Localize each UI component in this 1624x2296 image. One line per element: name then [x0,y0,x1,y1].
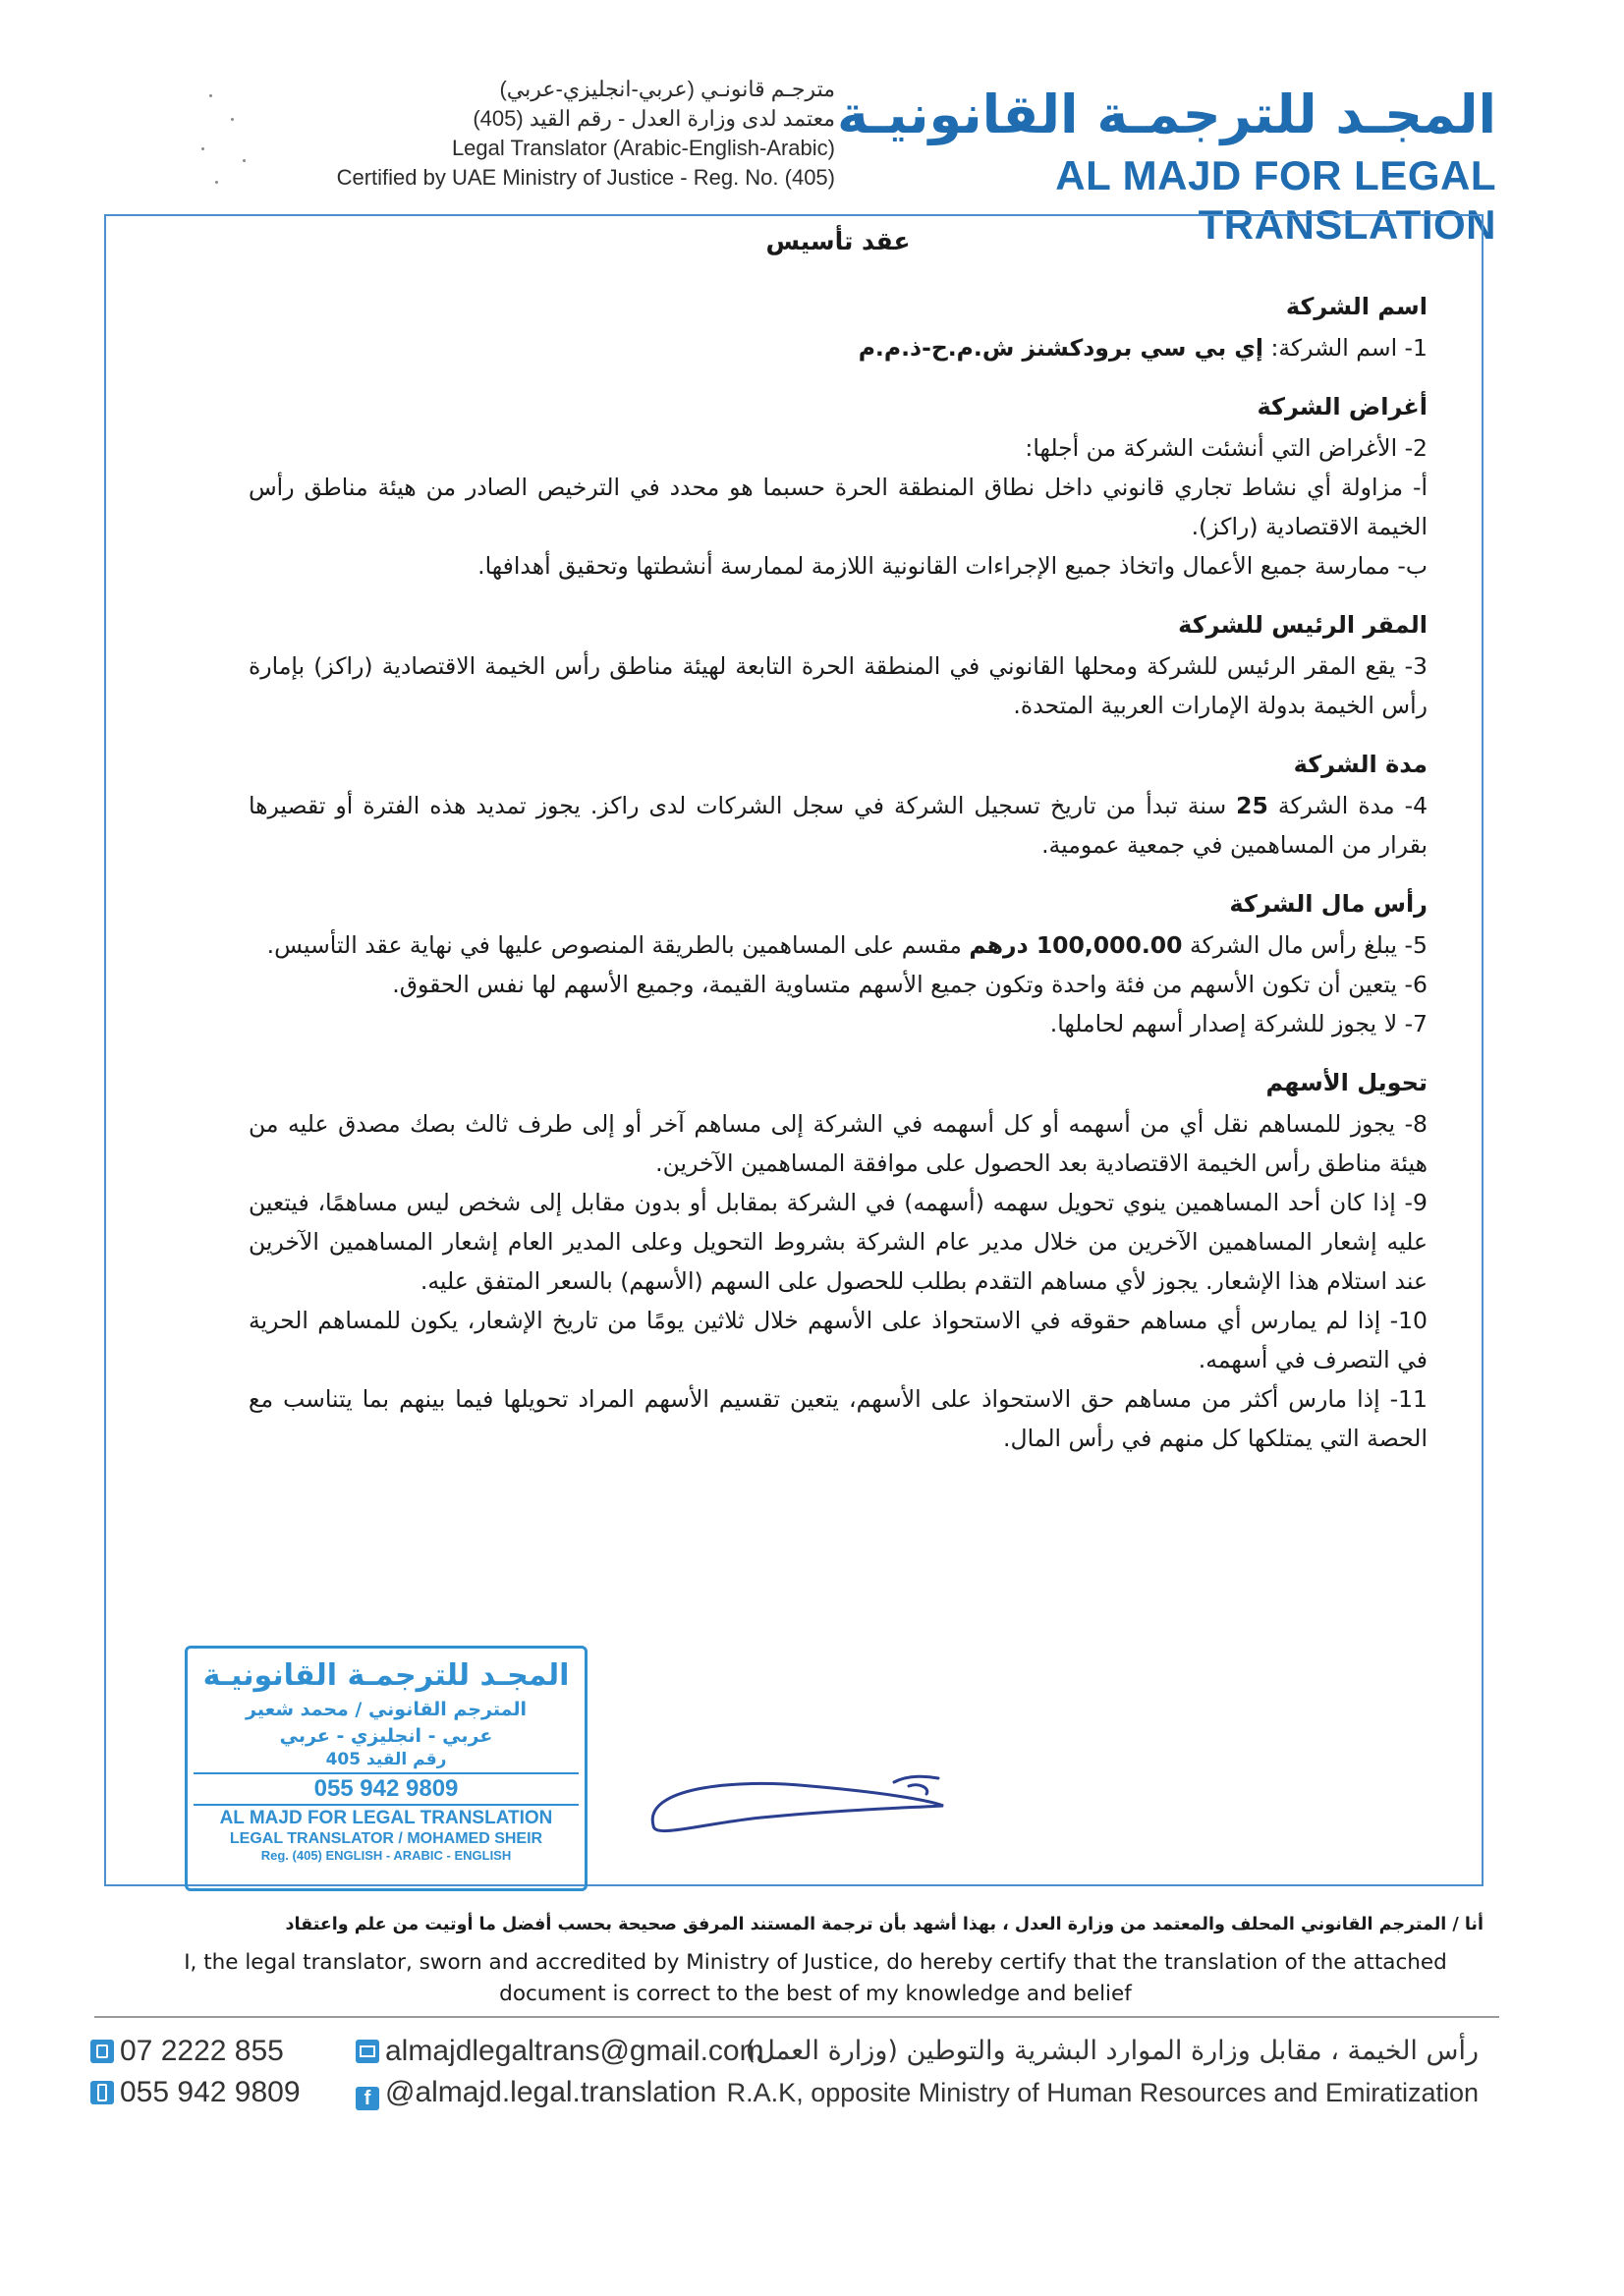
mobile-icon [90,2081,114,2104]
clause-text: 3- يقع المقر الرئيس للشركة ومحلها القانوني في المنطقة الحرة التابعة لهيئة مناطق رأس الخيمة الاقتصادية (راكز) بإمارة رأس الخيمة بدولة الإمارات العربية المتحدة. [249,652,1428,719]
facebook-contact [356,2073,716,2112]
credential-line-ar-2: معتمد لدى وزارة العدل - رقم القيد (405) [473,106,835,131]
clause-paragraph [249,646,1428,725]
official-stamp [185,1646,588,1891]
clause-text: 9- إذا كان أحد المساهمين ينوي تحويل سهمه (أسهمه) في الشركة بمقابل أو بدون مقابل إلى شخص ليس مساهمًا، فيتعين عليه إشعار المساهمين الآخرين من خلال مدير عام الشركة بشروط التحويل وعلى المدير العام إشعار المساهمين الآخرين عند استلام هذا الإشعار. يجوز لأي مساهم التقدم بطلب للحصول على السهم (الأسهم) بالسعر المتفق عليه. [249,1189,1428,1295]
clause-paragraph [249,328,1428,367]
email-address: almajdlegaltrans@gmail.com [385,2035,764,2067]
section-heading: رأس مال الشركة [1229,890,1428,918]
section-heading: المقر الرئيس للشركة [1178,611,1428,639]
clause-text: 10- إذا لم يمارس أي مساهم حقوقه في الاستحواذ على الأسهم خلال ثلاثين يومًا من تاريخ الإشعار، يكون للمساهم الحرية في التصرف في أسهمه. [249,1307,1428,1373]
clause-text: 2- الأغراض التي أنشئت الشركة من أجلها: [1025,434,1428,462]
certification-en-line-1: I, the legal translator, sworn and accredited by Ministry of Justice, do hereby certify that the translation of the attached [184,1950,1447,1975]
clause-text: سنة تبدأ من تاريخ تسجيل الشركة في سجل الشركات لدى راكز. يجوز تمديد هذه الفترة أو تقصيرها بقرار من المساهمين في جمعية عمومية. [249,792,1428,859]
clause-emphasis: 25 [1236,792,1268,819]
landline-contact [90,2032,284,2071]
clause-paragraph [249,546,1428,586]
stamp-translator-ar: المترجم القانوني / محمد شعير [246,1699,527,1720]
phone-icon [90,2040,114,2063]
clause-paragraph [249,1183,1428,1301]
clause-emphasis: 100,000.00 درهم [969,931,1183,959]
section-heading: أغراض الشركة [1257,393,1428,420]
email-icon [356,2040,379,2063]
clause-paragraph [249,1104,1428,1183]
credential-line-en-1: Legal Translator (Arabic-English-Arabic) [451,136,835,160]
brand-name-ar: المجـد للترجمـة القانونيـة [836,84,1496,145]
clause-paragraph [249,1004,1428,1043]
clause-paragraph [249,925,1428,965]
stamp-languages-ar: عربي - انجليزي - عربي [279,1725,493,1747]
clause-text: 4- مدة الشركة [1267,792,1428,819]
section-heading: مدة الشركة [1293,751,1428,778]
mobile-contact [90,2073,301,2112]
certification-en [128,1947,1503,2010]
clause-text: 5- يبلغ رأس مال الشركة [1182,931,1428,959]
translator-credentials [196,75,835,193]
clause-text: 11- إذا مارس أكثر من مساهم حق الاستحواذ على الأسهم، يتعين تقسيم الأسهم المراد تحويلها فيما بينهم بما يتناسب مع الحصة التي يمتلكها كل منهم في رأس المال. [249,1385,1428,1452]
section-heading: تحويل الأسهم [1265,1069,1428,1096]
clause-paragraph [249,1379,1428,1458]
clause-paragraph [249,965,1428,1004]
email-contact [356,2032,764,2071]
certification-en-line-2: document is correct to the best of my knowledge and belief [499,1982,1132,2006]
clause-text: 7- لا يجوز للشركة إصدار أسهم لحاملها. [1049,1010,1428,1037]
address-ar: رأس الخيمة ، مقابل وزارة الموارد البشرية والتوطين (وزارة العمل) [745,2036,1479,2066]
clause-text: 1- اسم الشركة: [1262,334,1428,362]
document-title: عقد تأسيس [765,227,911,255]
clause-text: 6- يتعين أن تكون الأسهم من فئة واحدة وتكون جميع الأسهم متساوية القيمة، وجميع الأسهم لها نفس الحقوق. [392,971,1428,998]
clause-paragraph [249,428,1428,468]
clause-emphasis: إي بي سي برودكشنز ش.م.ح-ذ.م.م [858,334,1263,362]
landline-number: 07 2222 855 [120,2035,284,2067]
stamp-phone: 055 942 9809 [194,1772,579,1806]
clause-text: ب- ممارسة جميع الأعمال واتخاذ جميع الإجراءات القانونية اللازمة لممارسة أنشطتها وتحقيق أهدافها. [477,552,1428,580]
stamp-brand-ar: المجـد للترجمـة القانونيـة [202,1658,570,1693]
credential-line-en-2: Certified by UAE Ministry of Justice - Reg. No. (405) [336,165,835,190]
clause-paragraph [249,468,1428,546]
clause-text: مقسم على المساهمين بالطريقة المنصوص عليها في نهاية عقد التأسيس. [266,931,970,959]
signature [614,1749,968,1857]
document-body [249,222,1428,1458]
stamp-brand-en: AL MAJD FOR LEGAL TRANSLATION [219,1808,553,1828]
facebook-handle: @almajd.legal.translation [385,2076,717,2108]
credential-line-ar-1: مترجـم قانونـي (عربي-انجليزي-عربي) [499,77,835,101]
facebook-icon: f [356,2087,379,2110]
address-en: R.A.K, opposite Ministry of Human Resources and Emiratization [726,2078,1479,2107]
sections-container [249,289,1428,1458]
clause-text: أ- مزاولة أي نشاط تجاري قانوني داخل نطاق المنطقة الحرة حسبما هو محدد في الترخيص الصادر من هيئة مناطق رأس الخيمة الاقتصادية (راكز). [249,474,1428,540]
clause-text: 8- يجوز للمساهم نقل أي من أسهمه أو كل أسهمه في الشركة إلى مساهم آخر أو إلى طرف ثالث بصك مصدق عليه من هيئة مناطق رأس الخيمة الاقتصادية بعد الحصول على موافقة المساهمين الآخرين. [249,1110,1428,1177]
brand-name-en: AL MAJD FOR LEGAL TRANSLATION [1055,152,1496,248]
stamp-reg-en: Reg. (405) ENGLISH - ARABIC - ENGLISH [260,1848,512,1863]
clause-paragraph [249,786,1428,865]
certification-ar: أنا / المترجم القانوني المحلف والمعتمد من وزارة العدل ، بهذا أشهد بأن ترجمة المستند المرفق صحيحة بحسب أفضل ما أوتيت من علم واعتقاد [285,1915,1484,1934]
mobile-number: 055 942 9809 [120,2076,301,2108]
clause-paragraph [249,1301,1428,1379]
stamp-reg-ar: رقم القيد 405 [325,1750,447,1769]
stamp-translator-en: LEGAL TRANSLATOR / MOHAMED SHEIR [229,1830,543,1847]
section-heading: اسم الشركة [1285,293,1428,320]
footer-divider [94,2016,1499,2018]
